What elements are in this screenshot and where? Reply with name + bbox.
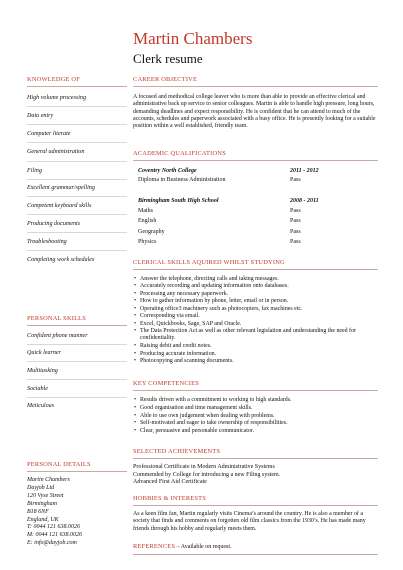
career-rule — [133, 86, 378, 87]
academic-heading: ACADEMIC QUALIFICATIONS — [133, 150, 226, 157]
personal-details-rule — [27, 471, 127, 472]
clerical-item: • Processing any necessary paperwork. — [134, 291, 229, 297]
clerical-item: • Corresponding via email. — [134, 313, 200, 319]
career-objective-heading: CAREER OBJECTIVE — [133, 76, 198, 83]
clerical-item: • Operating office3 machinery such as photocopiers, fax machines etc. — [134, 306, 303, 312]
clerical-skills-heading: CLERICAL SKILLS AQUIRED WHILST STUDYING — [133, 259, 285, 266]
bullet-icon: • — [134, 358, 137, 364]
clerical-item: • Excel, Quickbooks, Sage, SAP and Oracle. — [134, 321, 242, 327]
qualification-result: Pass — [290, 218, 301, 224]
knowledge-item: Computer literate — [27, 131, 71, 137]
selected-achievements-heading: SELECTED ACHIEVEMENTS — [133, 448, 221, 455]
skill-divider — [27, 397, 127, 398]
bullet-icon: • — [134, 351, 137, 357]
clerical-item: • Answer the telephone, directing calls and taking messages. — [134, 276, 279, 282]
school-years: 2008 - 2011 — [290, 198, 319, 204]
knowledge-divider — [27, 161, 127, 162]
qualification-result: Pass — [290, 177, 301, 183]
knowledge-divider — [27, 232, 127, 233]
references-text: – Available on request. — [176, 544, 232, 550]
personal-skills-rule — [27, 325, 127, 326]
knowledge-divider — [27, 196, 127, 197]
achievement-line: Commended by College for introducing a new Filing system. — [133, 472, 281, 478]
bullet-icon: • — [134, 397, 137, 403]
qualification-result: Pass — [290, 229, 301, 235]
knowledge-item: Completing work schedules — [27, 257, 95, 263]
detail-postcode: B18 6NF — [27, 509, 49, 515]
hobbies-heading: HOBBIES & INTERESTS — [133, 495, 207, 502]
detail-mobile: M: 0044 121 638.0026 — [27, 532, 82, 538]
clerical-item: • Photocopying and scanning documents. — [134, 358, 234, 364]
detail-country: England, UK — [27, 517, 59, 523]
detail-name: Martin Chambers — [27, 477, 70, 483]
bullet-icon: • — [134, 321, 137, 327]
clerical-item: • Accurately recording and updating information onto databases. — [134, 283, 289, 289]
knowledge-item: Producing documents — [27, 221, 81, 227]
bullet-icon: • — [134, 276, 137, 282]
bullet-icon: • — [134, 405, 137, 411]
detail-city: Birmingham — [27, 501, 57, 507]
qualification-subject: Geography — [138, 229, 165, 235]
clerical-item: • How to gather information by phone, letter, email or in person. — [134, 298, 289, 304]
knowledge-divider — [27, 142, 127, 143]
skill-divider — [27, 379, 127, 380]
knowledge-item: Excellent grammar/spelling — [27, 185, 95, 191]
qualification-subject: Diploma in Business Administration — [138, 177, 226, 183]
qualification-result: Pass — [290, 239, 301, 245]
bullet-icon: • — [134, 413, 137, 419]
competency-item: • Results driven with a commitment to working to high standards. — [134, 397, 292, 403]
knowledge-divider — [27, 214, 127, 215]
clerical-item: • Producing accurate information. — [134, 351, 217, 357]
references-label: REFERENCES — [133, 543, 176, 550]
qualification-subject: English — [138, 218, 157, 224]
detail-company: Dayjob Ltd — [27, 485, 55, 491]
skill-divider — [27, 361, 127, 362]
school-name: Coventry North College — [138, 168, 197, 174]
references-rule — [133, 554, 378, 555]
bullet-icon: • — [134, 343, 137, 349]
bullet-icon: • — [134, 306, 137, 312]
achievement-line: Professional Certificate in Modern Administrative Systems — [133, 464, 275, 470]
competency-item: • Clear, persuasive and personable communicator. — [134, 428, 254, 434]
qualification-result: Pass — [290, 208, 301, 214]
personal-skills-heading: PERSONAL SKILLS — [27, 315, 87, 322]
resume-name: Martin Chambers — [133, 29, 253, 48]
detail-telephone: T: 0044 121 638.0026 — [27, 524, 81, 530]
career-objective-text: A focused and methodical college leaver who is more than able to provide an effective clerical and administrative back up service to senior colleagues. Martin is able to handle high pressure, long hours, demanding deadlines and expect responsibility. He is confident that he can attend to much of the accounts, schedules and paperwork associated with a busy office. He is presently looking for a suitable position within a well established, friendly team. — [133, 94, 376, 130]
knowledge-divider — [27, 124, 127, 125]
knowledge-item: General administration — [27, 149, 85, 155]
competency-item: • Able to use own judgement when dealing with problems. — [134, 413, 275, 419]
bullet-icon: • — [134, 298, 137, 304]
bullet-icon: • — [134, 428, 137, 434]
academic-rule — [133, 160, 378, 161]
qualification-subject: Maths — [138, 208, 153, 214]
knowledge-divider — [27, 179, 127, 180]
personal-details-heading: PERSONAL DETAILS — [27, 461, 91, 468]
skill-divider — [27, 344, 127, 345]
school-name: Birmingham South High School — [138, 198, 219, 204]
detail-street: 120 Vyse Street — [27, 493, 64, 499]
skill-item: Meticulous — [27, 403, 55, 409]
competency-item: • Self-motivated and eager to take ownership of responsibilities. — [134, 420, 288, 426]
competencies-rule — [133, 390, 378, 391]
knowledge-item: Filing — [27, 168, 42, 174]
bullet-icon: • — [134, 328, 137, 334]
knowledge-divider — [27, 250, 127, 251]
bullet-icon: • — [134, 283, 137, 289]
clerical-item: • The Data Protection Act as well as other relevant legislation and understanding the need for confidentiality. — [134, 328, 356, 342]
skill-item: Confident phone manner — [27, 333, 88, 339]
hobbies-rule — [133, 505, 378, 506]
detail-email[interactable]: E: info@dayjob.com — [27, 540, 77, 546]
hobbies-text: As a keen film fan, Martin regularly visits Cinema’s around the country. He is also a member of a society that finds and comments on forgotten old film classics from the 1930’s. He has made many friends through his hobby and regularly meets them. — [133, 511, 366, 532]
qualification-subject: Physics — [138, 239, 157, 245]
knowledge-divider — [27, 106, 127, 107]
knowledge-rule — [27, 86, 127, 87]
knowledge-heading: KNOWLEDGE OF — [27, 76, 80, 83]
competency-item: • Good organisation and time management skills. — [134, 405, 253, 411]
school-years: 2011 - 2012 — [290, 168, 319, 174]
achievements-rule — [133, 458, 378, 459]
achievement-line: Advanced First Aid Certificate — [133, 479, 207, 485]
knowledge-item: High volume processing — [27, 95, 87, 101]
skill-item: Multitasking — [27, 368, 58, 374]
knowledge-item: Competent keyboard skills — [27, 203, 92, 209]
references-line — [133, 543, 232, 551]
bullet-icon: • — [134, 291, 137, 297]
clerical-rule — [133, 269, 378, 270]
resume-title: Clerk resume — [133, 51, 203, 66]
knowledge-item: Data entry — [27, 113, 54, 119]
key-competencies-heading: KEY COMPETENCIES — [133, 380, 199, 387]
knowledge-item: Troubleshooting — [27, 239, 67, 245]
bullet-icon: • — [134, 420, 137, 426]
skill-item: Sociable — [27, 386, 48, 392]
clerical-item: • Raising debit and credit notes. — [134, 343, 212, 349]
bullet-icon: • — [134, 313, 137, 319]
skill-item: Quick learner — [27, 350, 62, 356]
